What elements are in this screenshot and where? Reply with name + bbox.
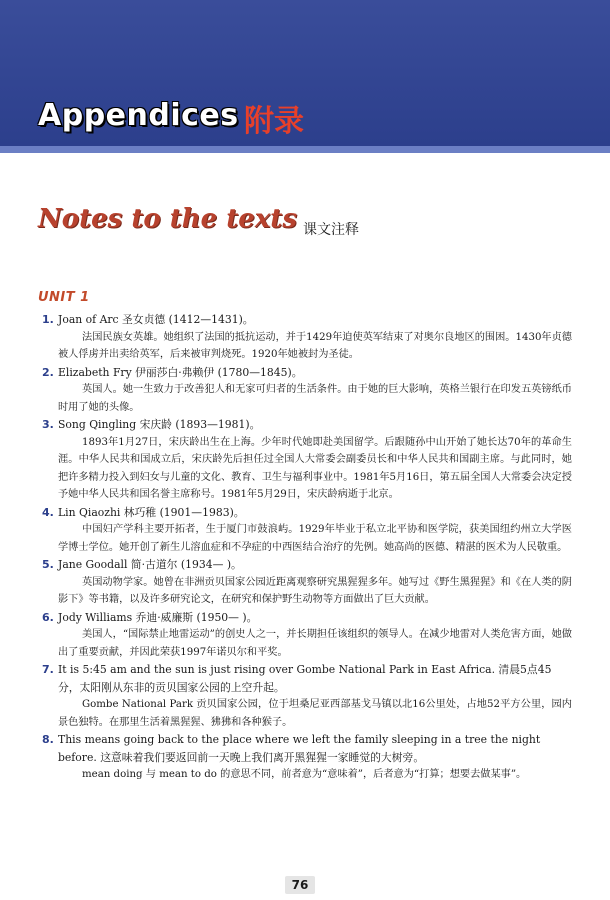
note-item [42,609,572,662]
note-heading: Joan of Arc 圣女贞德 (1412—1431)。 [58,313,254,326]
note-item [42,731,572,784]
note-number: 2. [42,365,54,379]
note-body: 中国妇产学科主要开拓者，生于厦门市鼓浪屿。1929年毕业于私立北平协和医学院，获美国纽约州立大学医学博士学位。她开创了新生儿溶血症和不孕症的中西医结合治疗的先例。她高尚的医德、精湛的医术为人民敬重。 [58,524,572,553]
header-stripe [0,146,610,153]
note-number: 7. [42,663,54,676]
note-heading: Song Qingling 宋庆龄 (1893—1981)。 [58,418,261,431]
note-item [42,416,572,504]
section-title: Notes to the texts [38,204,297,234]
note-body: 美国人，“国际禁止地雷运动”的创史人之一，并长期担任该组织的领导人。在减少地雷对人类危害方面，她做出了重要贡献，并因此荣获1997年诺贝尔和平奖。 [58,629,572,658]
note-item [42,504,572,557]
note-number: 6. [42,610,54,624]
note-body: 1893年1月27日，宋庆龄出生在上海。少年时代她即赴美国留学。后跟随孙中山开始了她长达70年的革命生涯。中华人民共和国成立后，宋庆龄先后担任过全国人大常委会副委员长和中华人民共和国副主席。与此同时，她把许多精力投入到妇女与儿童的文化、教育、卫生与福利事业中。1981年5月16日，第五届全国人大常委会决定授予她中华人民共和国名誉主席称号。1981年5月29日，宋庆龄病逝于北京。 [58,436,572,500]
note-body: 英国动物学家。她曾在非洲贡贝国家公园近距离观察研究黑猩猩多年。她写过《野生黑猩猩》和《在人类的阴影下》等书籍，以及许多研究论文，在研究和保护野生动物等方面做出了巨大贡献。 [58,576,572,605]
unit-heading: UNIT 1 [38,290,90,305]
note-heading: Jane Goodall 简·古道尔 (1934— )。 [58,558,242,571]
page-number: 76 [285,876,315,894]
note-item [42,311,572,364]
note-item [42,364,572,417]
note-heading: Lin Qiaozhi 林巧稚 (1901—1983)。 [58,505,245,519]
page-title: Appendices [38,98,239,133]
note-body: 英国人。她一生致力于改善犯人和无家可归者的生活条件。由于她的巨大影响，英格兰银行在印发五英镑纸币时用了她的头像。 [58,384,572,413]
page-title-cn: 附录 [244,104,304,139]
note-item [42,556,572,609]
note-body: Gombe National Park 贡贝国家公园，位于坦桑尼亚西部基戈马镇以北16公里处，占地52平方公里，园内景色独特。在那里生活着黑猩猩、狒狒和各种猴子。 [58,699,572,728]
note-body: mean doing 与 mean to do 的意思不同，前者意为“意味着”，后者意为“打算；想要去做某事”。 [82,769,527,780]
note-heading: It is 5:45 am and the sun is just rising over Gombe National Park in East Africa. 清晨5点45分，太阳刚从东非的贡贝国家公园的上空升起。 [58,663,552,694]
section-title-cn: 课文注释 [303,222,359,238]
note-body: 法国民族女英雄。她组织了法国的抵抗运动，并于1429年迫使英军结束了对奥尔良地区的围困。1430年贞德被人俘虏并出卖给英军，后来被审判烧死。1920年她被封为圣徒。 [58,331,572,360]
note-item [42,661,572,731]
note-heading: Jody Williams 乔迪·威廉斯 (1950— )。 [58,610,258,624]
note-number: 4. [42,505,54,519]
note-heading: Elizabeth Fry 伊丽莎白·弗赖伊 (1780—1845)。 [58,365,303,379]
note-number: 8. [42,733,54,746]
note-number: 1. [42,313,54,326]
note-heading: This means going back to the place where we left the family sleeping in a tree the night before. 这意味着我们要返回前一天晚上我们离开黑猩猩一家睡觉的大树旁。 [58,733,541,764]
notes-list [42,311,572,784]
note-number: 5. [42,558,54,571]
note-number: 3. [42,418,54,431]
